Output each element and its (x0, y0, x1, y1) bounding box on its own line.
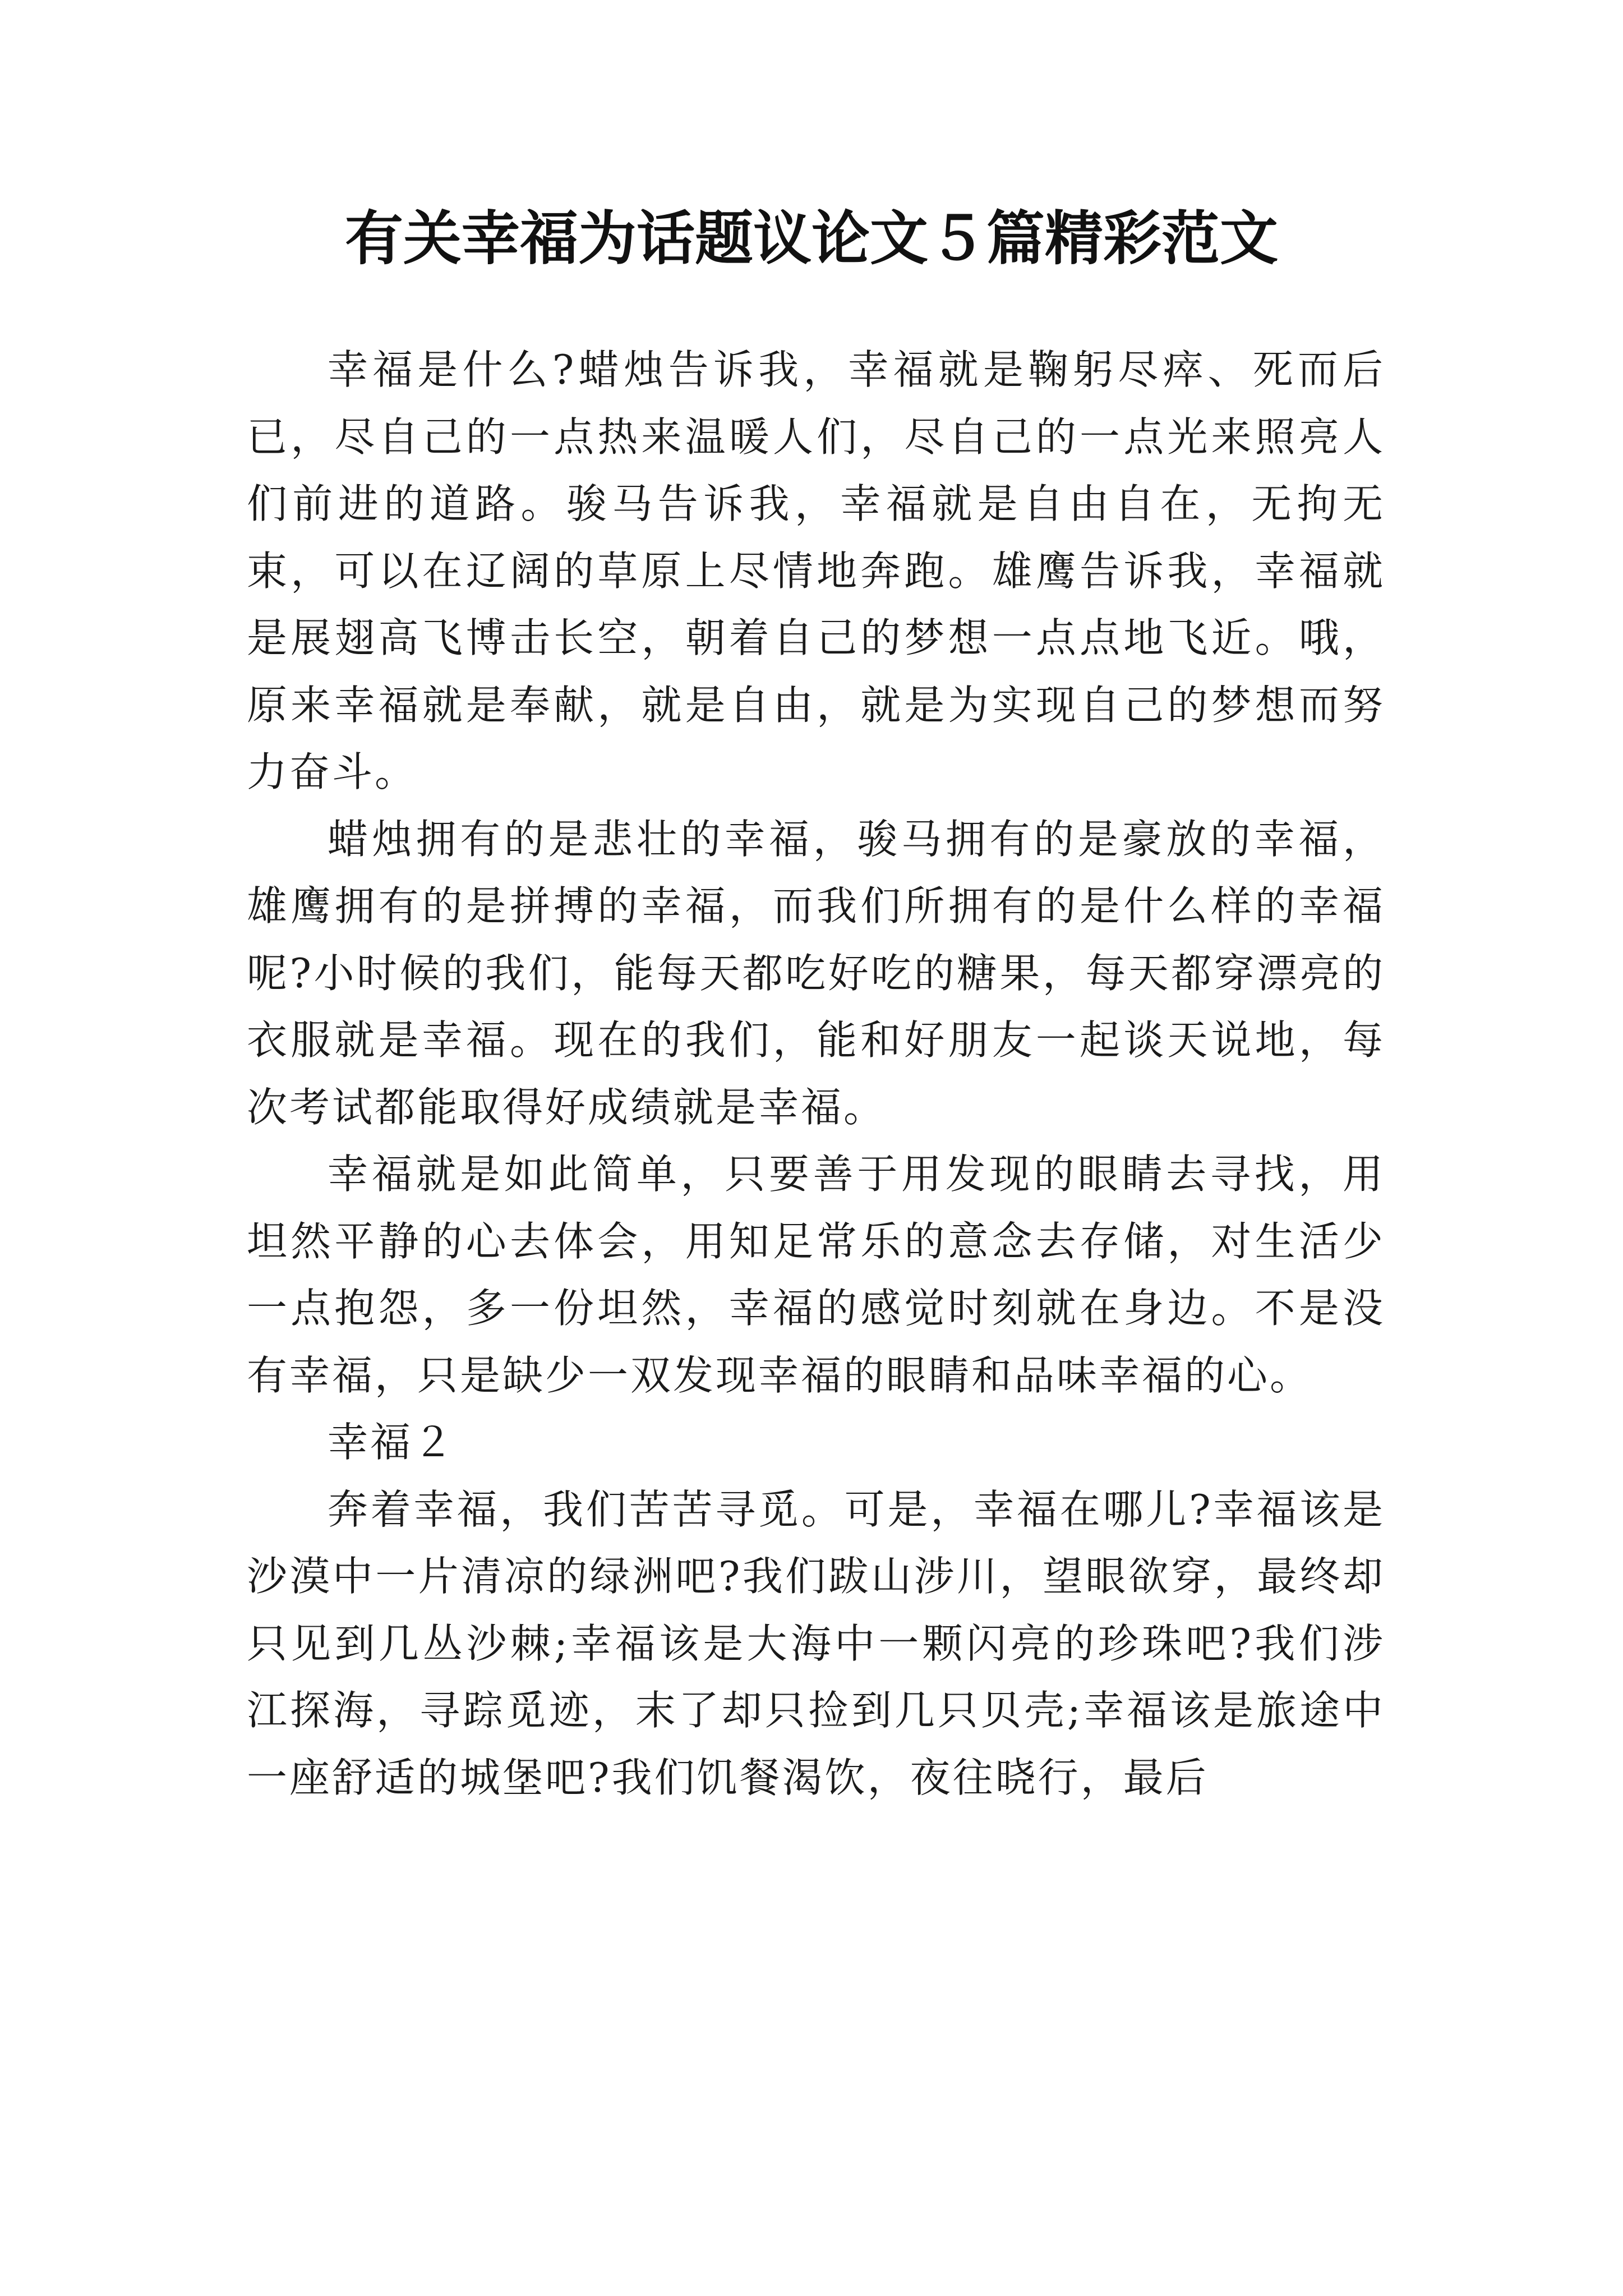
paragraph: 幸福就是如此简单，只要善于用发现的眼睛去寻找，用坦然平静的心去体会，用知足常乐的意念去存储，对生活少一点抱怨，多一份坦然，幸福的感觉时刻就在身边。不是没有幸福，只是缺少一双发现幸福的眼睛和品味幸福的心。 (247, 1151, 1385, 1399)
paragraph: 幸福是什么?蜡烛告诉我，幸福就是鞠躬尽瘁、死而后已，尽自己的一点热来温暖人们，尽自己的一点光来照亮人们前进的道路。骏马告诉我，幸福就是自由自在，无拘无束，可以在辽阔的草原上尽情地奔跑。雄鹰告诉我，幸福就是展翅高飞博击长空，朝着自己的梦想一点点地飞近。哦，原来幸福就是奉献，就是自由，就是为实现自己的梦想而努力奋斗。 (247, 346, 1385, 795)
paragraph: 奔着幸福，我们苦苦寻觅。可是，幸福在哪儿?幸福该是沙漠中一片清凉的绿洲吧?我们跋山涉川，望眼欲穿，最终却只见到几丛沙棘;幸福该是大海中一颗闪亮的珍珠吧?我们涉江探海，寻踪觅迹，末了却只捡到几只贝壳;幸福该是旅途中一座舒适的城堡吧?我们饥餐渴饮，夜往晓行，最后 (247, 1485, 1385, 1801)
document-body (247, 337, 1385, 1811)
section-heading: 幸福２ (328, 1419, 456, 1466)
document-title: 有关幸福为话题议论文５篇精彩范文 (344, 204, 1278, 273)
paragraph: 蜡烛拥有的是悲壮的幸福，骏马拥有的是豪放的幸福，雄鹰拥有的是拼搏的幸福，而我们所拥有的是什么样的幸福呢?小时候的我们，能每天都吃好吃的糖果，每天都穿漂亮的衣服就是幸福。现在的我们，能和好朋友一起谈天说地，每次考试都能取得好成绩就是幸福。 (247, 815, 1385, 1131)
